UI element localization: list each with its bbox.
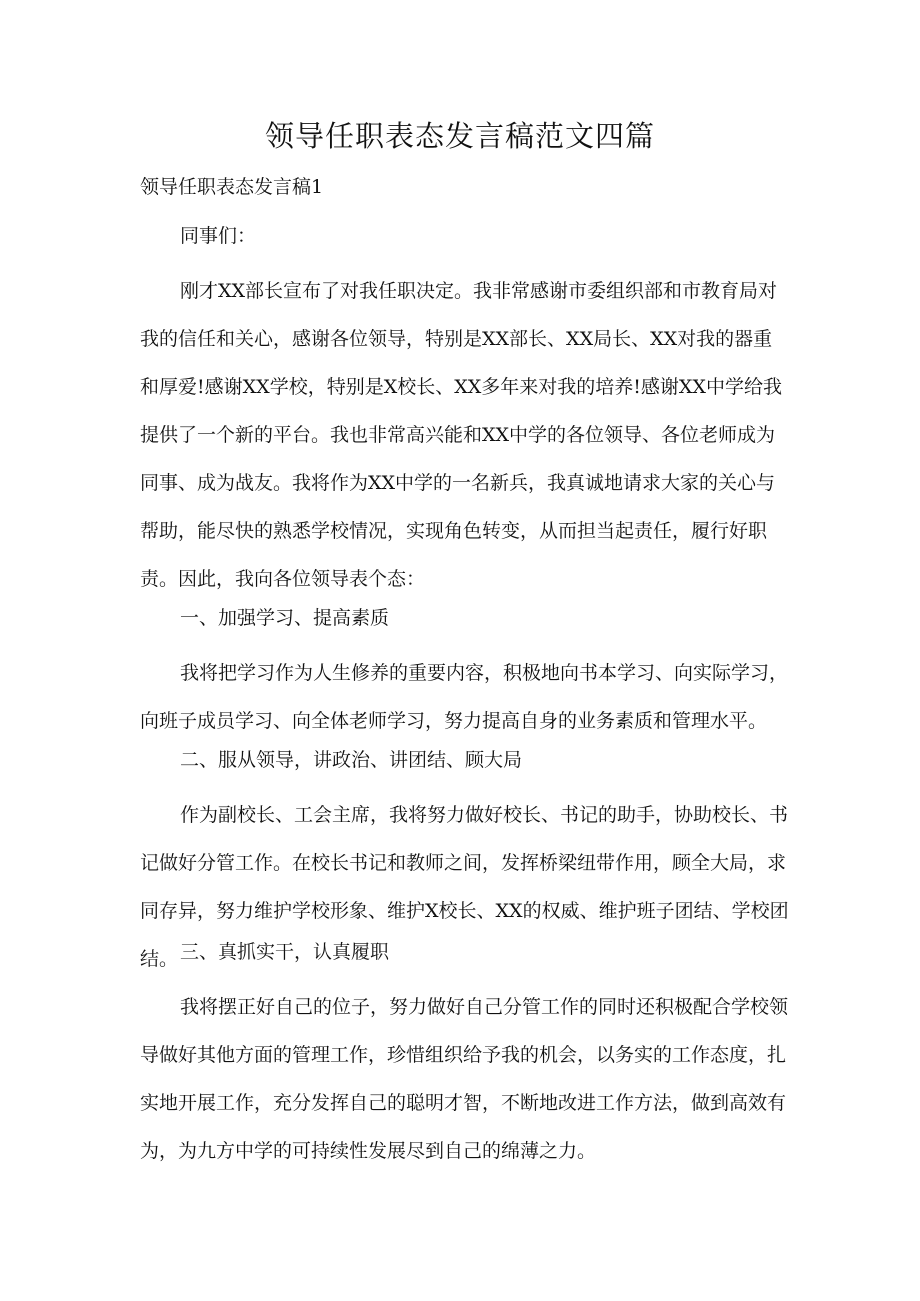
paragraph-section-1: 我将把学习作为人生修养的重要内容，积极地向书本学习、向实际学习，向班子成员学习、向全体老师学习，努力提高自身的业务素质和管理水平。 bbox=[140, 662, 789, 732]
document-subtitle: 领导任职表态发言稿1 bbox=[140, 176, 324, 198]
salutation: 同事们： bbox=[180, 225, 257, 247]
document-title: 领导任职表态发言稿范文四篇 bbox=[264, 119, 655, 153]
paragraph-section-3: 我将摆正好自己的位子，努力做好自己分管工作的同时还积极配合学校领导做好其他方面的管理工作，珍惜组织给予我的机会，以务实的工作态度，扎实地开展工作，充分发挥自己的聪明才智，不断地改进工作方法，做到高效有为，为九方中学的可持续性发展尽到自己的绵薄之力。 bbox=[140, 996, 789, 1162]
section-heading-1: 一、加强学习、提高素质 bbox=[180, 607, 390, 629]
paragraph-section-2: 作为副校长、工会主席，我将努力做好校长、书记的助手，协助校长、书记做好分管工作。在校长书记和教师之间，发挥桥梁纽带作用，顾全大局，求同存异，努力维护学校形象、维护X校长、XX的权威、维护班子团结、学校团结。 bbox=[140, 804, 789, 970]
paragraph-intro: 刚才XX部长宣布了对我任职决定。我非常感谢市委组织部和市教育局对我的信任和关心，感谢各位领导，特别是XX部长、XX局长、XX对我的器重和厚爱!感谢XX学校，特别是X校长、XX多年来对我的培养!感谢XX中学给我提供了一个新的平台。我也非常高兴能和XX中学的各位领导、各位老师成为同事、成为战友。我将作为XX中学的一名新兵，我真诚地请求大家的关心与帮助，能尽快的熟悉学校情况，实现角色转变，从而担当起责任，履行好职责。因此，我向各位领导表个态： bbox=[140, 280, 782, 590]
section-heading-2: 二、服从领导，讲政治、讲团结、顾大局 bbox=[180, 749, 523, 771]
section-heading-3: 三、真抓实干，认真履职 bbox=[180, 941, 390, 963]
